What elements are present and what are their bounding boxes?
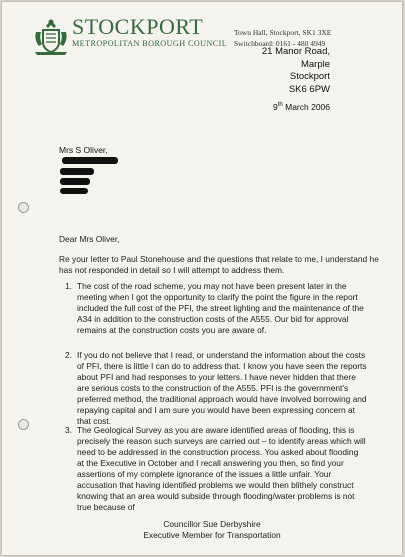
signature-block — [112, 519, 312, 541]
address-line: SK6 6PW — [288, 83, 330, 95]
address-line: 21 Manor Road, — [261, 46, 330, 57]
item-text: The Geological Survey as you are aware identified areas of flooding, this is precisely the reason such surveys are carried out – to identify areas which will need to be addressed in the construction process. You asked about flooding at the Executive in October and I recall answering you then, so find your assertions of my complete ignorance of the issues a little unfair. Your accusation that having identified problems we would then blithely construct knowing that an area would subside through flooding/water problems is not true because of — [77, 425, 366, 512]
salutation: Dear Mrs Oliver, — [59, 234, 120, 244]
item-number: 1. — [65, 281, 72, 291]
signatory-name: Councillor Sue Derbyshire — [163, 519, 261, 529]
intro-paragraph: Re your letter to Paul Stonehouse and the questions that relate to me, I understand he has not responded in detail so I will attempt to address them. — [59, 254, 379, 275]
punch-hole — [18, 419, 29, 430]
council-crest-icon — [32, 16, 70, 56]
council-subtitle: METROPOLITAN BOROUGH COUNCIL — [72, 39, 228, 48]
item-text: If you do not believe that I read, or understand the information about the costs of PFI, there is little I can do to address that. I know you have seen the reports about PFI and had responses to your letters. I have never hidden that there are serious costs to the construction of the A555. PFI is the government's preferred method, the traditional approach would have involved borrowing and repaying capital and I am sure you would have been expressing concern at that cost. — [77, 350, 367, 426]
letterhead — [72, 16, 227, 49]
punch-hole — [18, 202, 29, 213]
redacted-block — [60, 188, 88, 194]
redacted-block — [60, 178, 90, 185]
council-address: Town Hall, Stockport, SK1 3XE — [234, 28, 332, 37]
letter-page — [2, 2, 402, 555]
item-number: 2. — [65, 350, 72, 360]
council-name: STOCKPORT — [72, 14, 204, 39]
list-item — [65, 350, 367, 427]
recipient-name: Mrs S Oliver, — [59, 145, 108, 155]
signatory-title: Executive Member for Transportation — [143, 530, 281, 540]
item-text: The cost of the road scheme, you may not have been present later in the meeting when I got the opportunity to clarify the point the figure in the report included the full cost of the PFI, the street lighting and the maintenance of the A34 in addition to the construction costs of the A555. Our bid for approval remains at the construction costs you are aware of. — [77, 281, 364, 335]
redacted-block — [62, 157, 118, 164]
list-item — [65, 425, 367, 513]
letter-date: 9th March 2006 — [273, 102, 330, 112]
address-line: Marple — [300, 58, 330, 70]
council-switchboard: Switchboard: 0161 - 480 4949 — [234, 39, 326, 48]
list-item — [65, 281, 367, 336]
redacted-block — [60, 168, 94, 175]
recipient-address — [262, 46, 330, 96]
item-number: 3. — [65, 425, 72, 435]
address-line: Stockport — [289, 71, 330, 82]
